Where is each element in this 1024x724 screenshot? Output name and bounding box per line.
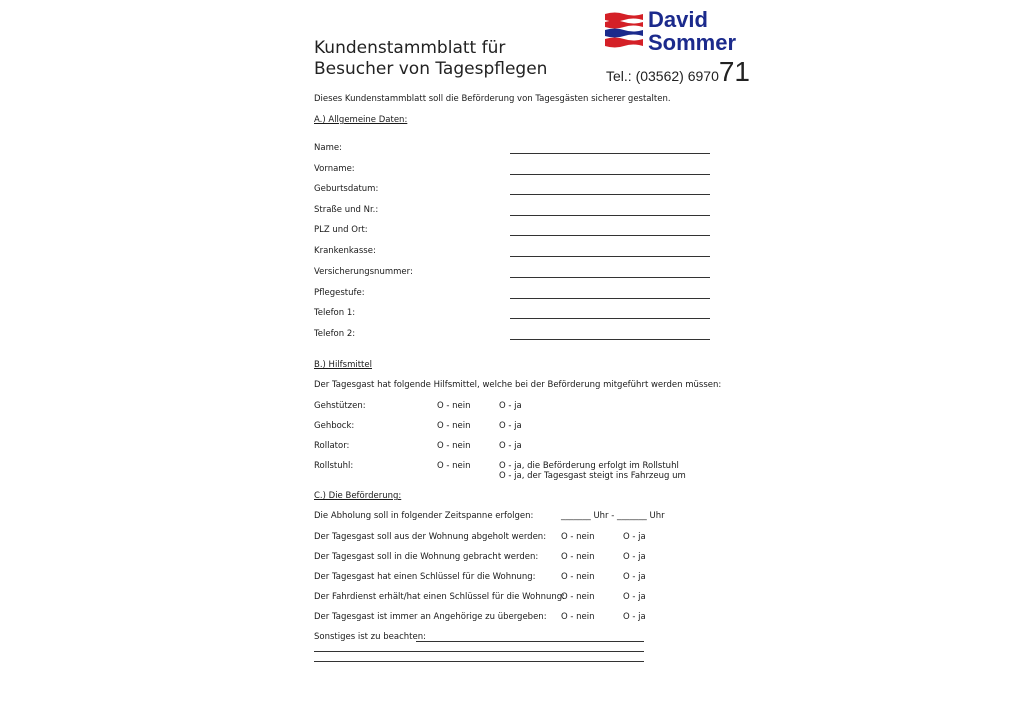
company-name [648, 8, 736, 54]
aid-label-rollstuhl: Rollstuhl: [314, 461, 354, 471]
section-b-intro: Der Tagesgast hat folgende Hilfsmittel, welche bei der Beförderung mitgeführt werden müssen: [314, 380, 722, 390]
phone-prefix: Tel.: (03562) 6970 [606, 68, 719, 84]
transport-option-no[interactable]: O - nein [561, 592, 595, 602]
transport-option-yes[interactable]: O - ja [623, 612, 646, 622]
aid-option-no[interactable]: O - nein [437, 421, 471, 431]
field-line-krankenkasse[interactable] [510, 256, 710, 257]
field-label-versicherungsnummer: Versicherungsnummer: [314, 267, 413, 277]
transport-option-yes[interactable]: O - ja [623, 572, 646, 582]
transport-question: Der Tagesgast soll aus der Wohnung abgeholt werden: [314, 532, 547, 542]
field-line-pflegestufe[interactable] [510, 298, 710, 299]
other-notes-label: Sonstiges ist zu beachten: [314, 632, 426, 642]
aid-option-yes[interactable]: O - ja [499, 401, 522, 411]
title-line-1: Kundenstammblatt für [314, 38, 506, 58]
field-label-telefon-2: Telefon 2: [314, 329, 356, 339]
field-label-plz-ort: PLZ und Ort: [314, 225, 368, 235]
field-line-name[interactable] [510, 153, 710, 154]
aid-option-no[interactable]: O - nein [437, 461, 471, 471]
transport-question: Der Tagesgast ist immer an Angehörige zu übergeben: [314, 612, 547, 622]
other-notes-line[interactable] [416, 641, 644, 642]
aid-option-yes-umsteigen[interactable]: O - ja, der Tagesgast steigt ins Fahrzeug um [499, 471, 686, 481]
field-line-plz-ort[interactable] [510, 235, 710, 236]
field-line-telefon-1[interactable] [510, 318, 710, 319]
company-name-line-2: Sommer [648, 30, 737, 55]
field-line-vorname[interactable] [510, 174, 710, 175]
aid-label-rollator: Rollator: [314, 441, 350, 451]
aid-option-yes[interactable]: O - ja [499, 441, 522, 451]
field-label-pflegestufe: Pflegestufe: [314, 288, 365, 298]
transport-option-yes[interactable]: O - ja [623, 532, 646, 542]
transport-option-no[interactable]: O - nein [561, 532, 595, 542]
aid-option-no[interactable]: O - nein [437, 401, 471, 411]
transport-option-no[interactable]: O - nein [561, 572, 595, 582]
transport-option-no[interactable]: O - nein [561, 612, 595, 622]
field-line-versicherungsnummer[interactable] [510, 277, 710, 278]
aid-option-yes[interactable]: O - ja [499, 421, 522, 431]
transport-question: Der Fahrdienst erhält/hat einen Schlüssel für die Wohnung: [314, 592, 566, 602]
aid-option-yes-rollstuhl[interactable]: O - ja, die Beförderung erfolgt im Rollstuhl [499, 461, 679, 471]
field-label-geburtsdatum: Geburtsdatum: [314, 184, 379, 194]
intro-text: Dieses Kundenstammblatt soll die Beförderung von Tagesgästen sicherer gestalten. [314, 94, 671, 104]
other-notes-line[interactable] [314, 661, 644, 662]
phone-number [606, 56, 750, 88]
field-label-vorname: Vorname: [314, 164, 355, 174]
field-line-telefon-2[interactable] [510, 339, 710, 340]
document-title [314, 38, 547, 80]
field-line-geburtsdatum[interactable] [510, 194, 710, 195]
field-label-krankenkasse: Krankenkasse: [314, 246, 376, 256]
other-notes-line[interactable] [314, 651, 644, 652]
section-a-heading: A.) Allgemeine Daten: [314, 115, 408, 125]
transport-option-yes[interactable]: O - ja [623, 552, 646, 562]
transport-question: Der Tagesgast hat einen Schlüssel für die Wohnung: [314, 572, 536, 582]
pickup-time-field[interactable]: _______ Uhr - _______ Uhr [561, 511, 665, 521]
section-b-heading: B.) Hilfsmittel [314, 360, 372, 370]
company-name-line-1: David [648, 7, 708, 32]
field-label-strasse: Straße und Nr.: [314, 205, 379, 215]
transport-option-yes[interactable]: O - ja [623, 592, 646, 602]
field-line-strasse[interactable] [510, 215, 710, 216]
field-label-telefon-1: Telefon 1: [314, 308, 356, 318]
field-label-name: Name: [314, 143, 342, 153]
pickup-time-label: Die Abholung soll in folgender Zeitspanne erfolgen: [314, 511, 534, 521]
aid-label-gehstuetzen: Gehstützen: [314, 401, 366, 411]
aid-option-no[interactable]: O - nein [437, 441, 471, 451]
transport-question: Der Tagesgast soll in die Wohnung gebracht werden: [314, 552, 539, 562]
phone-suffix: 71 [718, 56, 751, 87]
wave-flag-logo-icon [605, 11, 643, 49]
title-line-2: Besucher von Tagespflegen [314, 59, 548, 79]
section-c-heading: C.) Die Beförderung: [314, 491, 402, 501]
transport-option-no[interactable]: O - nein [561, 552, 595, 562]
aid-label-gehbock: Gehbock: [314, 421, 355, 431]
